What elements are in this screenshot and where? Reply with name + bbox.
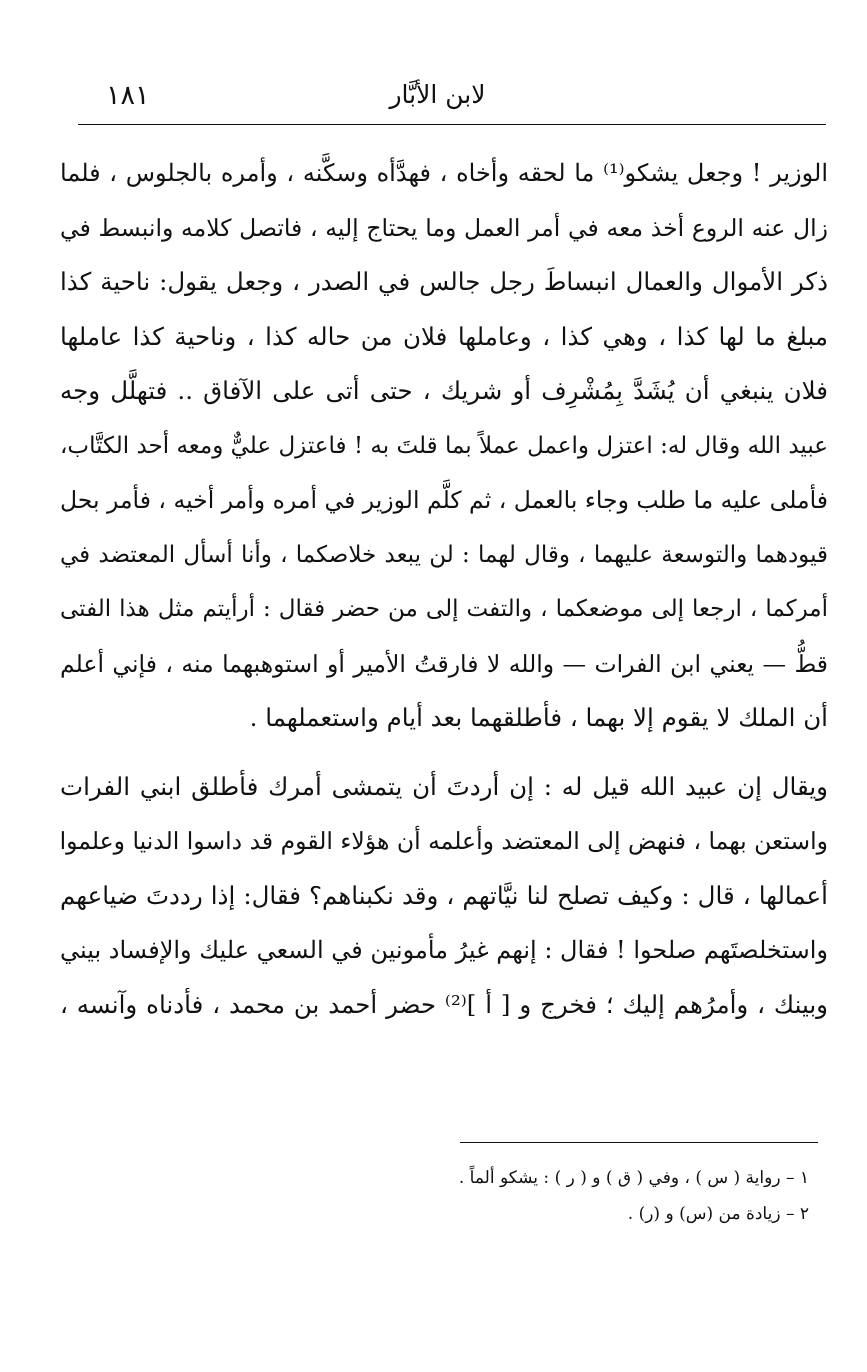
- page-number: ١٨١: [106, 80, 150, 111]
- text-line: ذكر الأموال والعمال انبساطَ رجل جالس في الصدر ، وجعل يقول: ناحية كذا: [60, 267, 828, 296]
- text-line: قطُّ — يعني ابن الفرات — والله لا فارقتُ الأمير أو استوهبهما منه ، فإني أعلم: [60, 649, 828, 678]
- footnotes: [109, 1160, 809, 1232]
- text-line: مبلغ ما لها كذا ، وهي كذا ، وعاملها فلان من حاله كذا ، وناحية كذا عاملها: [60, 321, 828, 351]
- text-line: زال عنه الروع أخذ معه في أمر العمل وما يحتاج إليه ، فاتصل كلامه وانبسط في: [60, 213, 828, 242]
- text-line: واستعن بهما ، فنهض إلى المعتضد وأعلمه أن هؤلاء القوم قد داسوا الدنيا وعلموا: [60, 827, 828, 855]
- text-line: فأملى عليه ما طلب وجاء بالعمل ، ثم كلَّم الوزير في أمره وأمر أخيه ، فأمر بحل: [60, 486, 828, 514]
- footnote-rule: [460, 1142, 818, 1143]
- footnote-1: ١ – رواية ( س ) ، وفي ( ق ) و ( ر ) : يشكو ألماً .: [458, 1168, 809, 1188]
- main-text: [60, 146, 828, 1032]
- text-line: ويقال إن عبيد الله قيل له : إن أردتَ أن يتمشى أمرك فأطلق ابني الفرات: [60, 771, 828, 801]
- page-header: [78, 78, 797, 118]
- paragraph-gap: [60, 746, 828, 760]
- text-line: أمركما ، ارجعا إلى موضعكما ، والتفت إلى من حضر فقال : أرأيتم مثل هذا الفتى: [60, 596, 828, 622]
- text-line: قيودهما والتوسعة عليهما ، وقال لهما : لن يبعد خلاصكما ، وأنا أسأل المعتضد في: [60, 541, 828, 568]
- running-title: لابن الأبَّار: [389, 80, 486, 109]
- text-line: أعمالها ، قال : وكيف تصلح لنا نيَّاتهم ، وقد نكبناهم؟ فقال: إذا رددتَ ضياعهم: [60, 880, 828, 910]
- text-line: فلان ينبغي أن يُشَدَّ بِمُشْرِف أو شريك ، حتى أتى على الآفاق .. فتهلَّل وجه: [60, 376, 828, 405]
- text-line: الوزير ! وجعل يشكو⁽¹⁾ ما لحقه وأخاه ، فهدَّأه وسكَّنه ، وأمره بالجلوس ، فلما: [60, 159, 828, 187]
- header-rule: [78, 124, 826, 125]
- text-line: واستخلصتَهم صلحوا ! فقال : إنهم غيرُ مأمونين في السعي عليك والإفساد بيني: [60, 936, 828, 964]
- paragraph-2: [60, 760, 828, 1033]
- text-line: عبيد الله وقال له: اعتزل واعمل عملاً بما قلتَ به ! فاعتزل عليٌّ ومعه أحد الكتَّاب،: [60, 432, 828, 459]
- text-line: أن الملك لا يقوم إلا بهما ، فأطلقهما بعد أيام واستعملهما .: [249, 703, 828, 732]
- text-line: وبينك ، وأمرُهم إليك ؛ فخرج و [ أ ]⁽²⁾ حضر أحمد بن محمد ، فأدناه وآنسه ،: [60, 989, 828, 1019]
- footnote-2: ٢ – زيادة من (س) و (ر) .: [627, 1204, 809, 1224]
- paragraph-1: [60, 146, 828, 746]
